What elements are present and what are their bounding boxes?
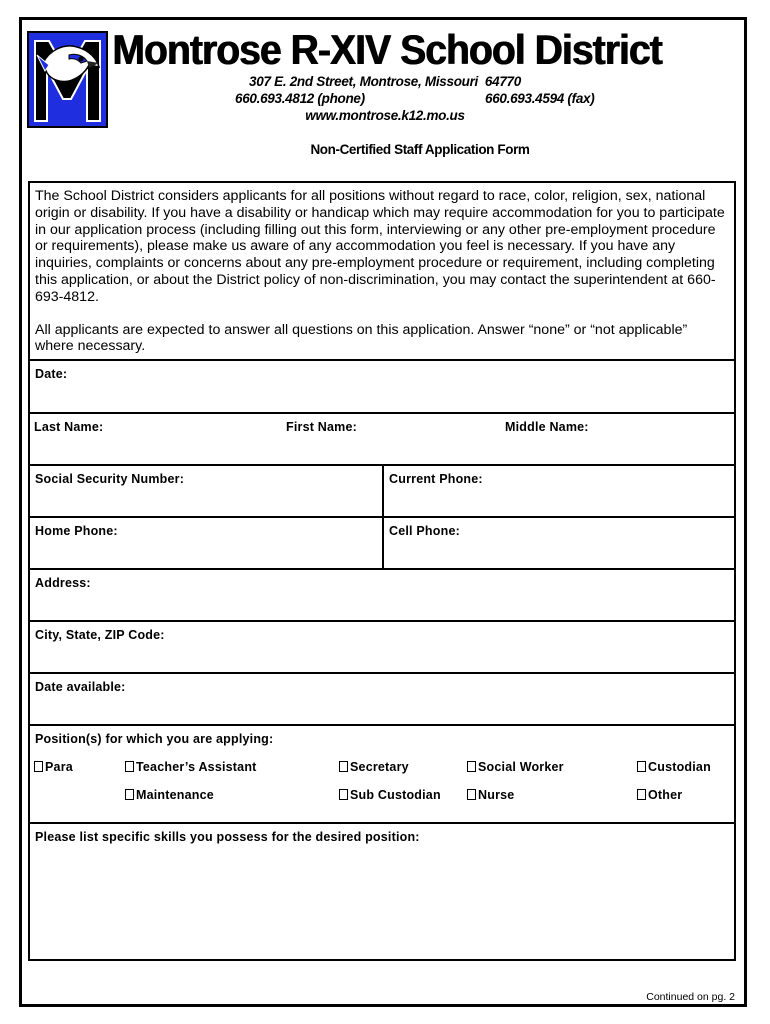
skills-row (30, 824, 734, 959)
positions-section (30, 726, 734, 822)
address-label: Address: (35, 576, 91, 590)
intro-section (28, 181, 736, 359)
last-name-label: Last Name: (34, 420, 104, 434)
checkbox-custodian[interactable] (637, 760, 711, 774)
name-fields[interactable] (30, 414, 734, 464)
form-title: Non-Certified Staff Application Form (310, 142, 530, 157)
positions-row (30, 726, 734, 824)
checkbox-social-worker[interactable] (467, 760, 564, 774)
home-phone-label: Home Phone: (35, 524, 118, 538)
checkbox-para[interactable] (34, 760, 73, 774)
checkbox-box[interactable] (339, 761, 348, 772)
ssn-label: Social Security Number: (35, 472, 185, 486)
checkbox-box[interactable] (467, 789, 476, 800)
address-line: 307 E. 2nd Street, Montrose, Missouri 64770 (249, 74, 521, 89)
checkbox-secretary[interactable] (339, 760, 409, 774)
checkbox-box[interactable] (125, 761, 134, 772)
phone-number: 660.693.4812 (phone) (235, 91, 365, 106)
date-available-label: Date available: (35, 680, 126, 694)
checkbox-label: Other (648, 788, 683, 802)
checkbox-box[interactable] (467, 761, 476, 772)
checkbox-other[interactable] (637, 788, 682, 802)
intro-paragraph-2: All applicants are expected to answer all questions on this application. Answer “none” or “not applicable” where necessary. (35, 321, 688, 355)
checkbox-teachers-assistant[interactable] (125, 760, 257, 774)
checkbox-box[interactable] (637, 789, 646, 800)
date-row (30, 361, 734, 414)
checkbox-box[interactable] (339, 789, 348, 800)
date-label: Date: (35, 367, 68, 381)
name-row (30, 414, 734, 466)
home-phone-field[interactable] (30, 518, 382, 568)
website: www.montrose.k12.mo.us (305, 108, 465, 123)
checkbox-box[interactable] (125, 789, 134, 800)
application-form-grid (28, 359, 736, 961)
address-field[interactable] (30, 570, 734, 620)
checkbox-nurse[interactable] (467, 788, 514, 802)
date-available-row (30, 674, 734, 726)
address-row (30, 570, 734, 622)
district-title: Montrose R-XIV School District (112, 26, 662, 73)
first-name-label: First Name: (286, 420, 357, 434)
checkbox-box[interactable] (34, 761, 43, 772)
skills-field[interactable] (30, 824, 734, 959)
contact-line (0, 90, 770, 107)
city-row (30, 622, 734, 674)
date-available-field[interactable] (30, 674, 734, 724)
checkbox-box[interactable] (637, 761, 646, 772)
checkbox-label: Nurse (478, 788, 515, 802)
phone-row (30, 518, 734, 570)
positions-label: Position(s) for which you are applying: (35, 732, 274, 746)
cell-phone-field[interactable] (382, 518, 734, 568)
checkbox-label: Teacher’s Assistant (136, 760, 257, 774)
current-phone-label: Current Phone: (389, 472, 483, 486)
date-field[interactable] (30, 361, 734, 412)
checkbox-sub-custodian[interactable] (339, 788, 441, 802)
intro-paragraph-1: The School District considers applicants for all positions without regard to race, color, religion, sex, national origin or disability. If you have a disability or handicap which may require accommodation for you to participate in our application process (including filling out this form, interviewing or any other pre-employment procedure or requirements), please make us aware of any accommodation you feel is necessary. If you have any inquiries, complaints or concerns about any pre-employment procedure or requirement, including completing this application, or about the District policy of non-discrimination, you may contact the superintendent at 660-693-4812. (35, 188, 725, 305)
current-phone-field[interactable] (382, 466, 734, 516)
continued-note: Continued on pg. 2 (646, 991, 735, 1003)
checkbox-label: Secretary (350, 760, 409, 774)
skills-label: Please list specific skills you possess for the desired position: (35, 830, 420, 844)
cell-phone-label: Cell Phone: (389, 524, 460, 538)
checkbox-label: Maintenance (136, 788, 214, 802)
fax-number: 660.693.4594 (fax) (485, 91, 595, 106)
ssn-field[interactable] (30, 466, 382, 516)
checkbox-label: Sub Custodian (350, 788, 441, 802)
middle-name-label: Middle Name: (505, 420, 589, 434)
checkbox-label: Social Worker (478, 760, 564, 774)
city-state-zip-field[interactable] (30, 622, 734, 672)
city-state-zip-label: City, State, ZIP Code: (35, 628, 165, 642)
ssn-row (30, 466, 734, 518)
checkbox-label: Custodian (648, 760, 711, 774)
checkbox-maintenance[interactable] (125, 788, 214, 802)
checkbox-label: Para (45, 760, 73, 774)
